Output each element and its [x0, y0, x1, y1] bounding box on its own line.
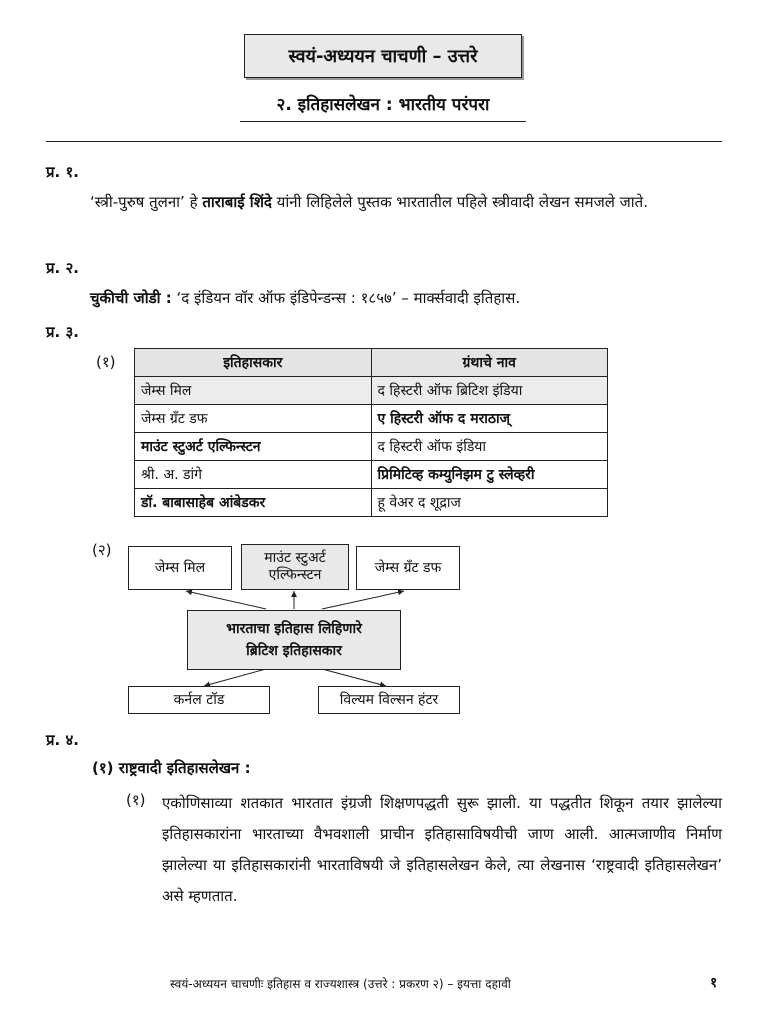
table-cell-historian: जेम्स ग्रँट डफ: [135, 405, 372, 433]
q2-wrong-pair-label: चुकीची जोडी :: [90, 289, 172, 307]
diagram-center-node: [187, 610, 401, 670]
table-cell-book: हू वेअर द शूद्राज: [371, 489, 608, 517]
diagram-node-elphinstone: माउंट स्टुअर्ट एल्फिन्स्टन: [241, 544, 349, 590]
table-cell-book: द हिस्टरी ऑफ इंडिया: [371, 433, 608, 461]
diagram-node-james-mill: जेम्स मिल: [128, 546, 232, 590]
diagram-node-colonel-tod: कर्नल टॉड: [128, 686, 270, 714]
q4-item-number: (१): [126, 791, 146, 809]
table-header-historian: इतिहासकार: [135, 349, 372, 377]
q1-text-pre: ‘स्त्री-पुरुष तुलना’ हे: [90, 193, 203, 211]
question-2-label: प्र. २.: [46, 259, 79, 277]
question-3-label: प्र. ३.: [46, 323, 79, 341]
table-cell-book: प्रिमिटिव्ह कम्युनिझम टु स्लेव्हरी: [371, 461, 608, 489]
q3-part2-label: (२): [92, 541, 112, 559]
question-4-label: प्र. ४.: [46, 731, 79, 749]
page-footer: स्वयं-अध्ययन चाचणीः इतिहास व राज्यशास्त्र (उत्तरे : प्रकरण २) – इयत्ता दहावी: [170, 977, 511, 991]
table-cell-historian: माउंट स्टुअर्ट एल्फिन्स्टन: [135, 433, 372, 461]
q1-text-post: यांनी लिहिलेले पुस्तक भारतातील पहिले स्त्रीवादी लेखन समजले जाते.: [271, 193, 648, 211]
diagram-node-hunter: विल्यम विल्सन हंटर: [318, 686, 460, 714]
question-1-label: प्र. १.: [46, 163, 79, 181]
page-title: स्वयं-अध्ययन चाचणी – उत्तरे: [244, 34, 522, 78]
chapter-subtitle: २. इतिहासलेखन : भारतीय परंपरा: [240, 92, 526, 122]
table-cell-book: ए हिस्टरी ऑफ द मराठाज्: [371, 405, 608, 433]
table-header-book: ग्रंथाचे नाव: [371, 349, 608, 377]
q2-text: ‘द इंडियन वॉर ऑफ इंडिपेन्डन्स : १८५७’ – मार्क्सवादी इतिहास.: [171, 289, 521, 307]
center-node-line1: भारताचा इतिहास लिहिणारे: [226, 621, 362, 637]
table-cell-historian: डॉ. बाबासाहेब आंबेडकर: [135, 489, 372, 517]
q4-item-text: एकोणिसाव्या शतकात भारतात इंग्रजी शिक्षणपद्धती सुरू झाली. या पद्धतीत शिकून तयार झालेल्या इतिहासकारांना भारताच्या वैभवशाली प्राचीन इतिहासाविषयीची जाण आली. आत्मजाणीव निर्माण झालेल्या या इतिहासकारांनी भारताविषयी जे इतिहासलेखन केले, त्या लेखनास ‘राष्ट्रवादी इतिहासलेखन’ असे म्हणतात.: [162, 794, 722, 905]
q3-part1-label: (१): [96, 353, 116, 371]
q4-heading: (१) राष्ट्रवादी इतिहासलेखन :: [92, 759, 251, 777]
table-cell-historian: जेम्स मिल: [135, 377, 372, 405]
diagram-node-grant-duff: जेम्स ग्रँट डफ: [356, 546, 460, 590]
table-cell-book: द हिस्टरी ऑफ ब्रिटिश इंडिया: [371, 377, 608, 405]
table-cell-historian: श्री. अ. डांगे: [135, 461, 372, 489]
page-number: १: [710, 975, 718, 991]
q1-author: ताराबाई शिंदे: [202, 193, 272, 211]
center-node-line2: ब्रिटिश इतिहासकार: [246, 643, 342, 659]
